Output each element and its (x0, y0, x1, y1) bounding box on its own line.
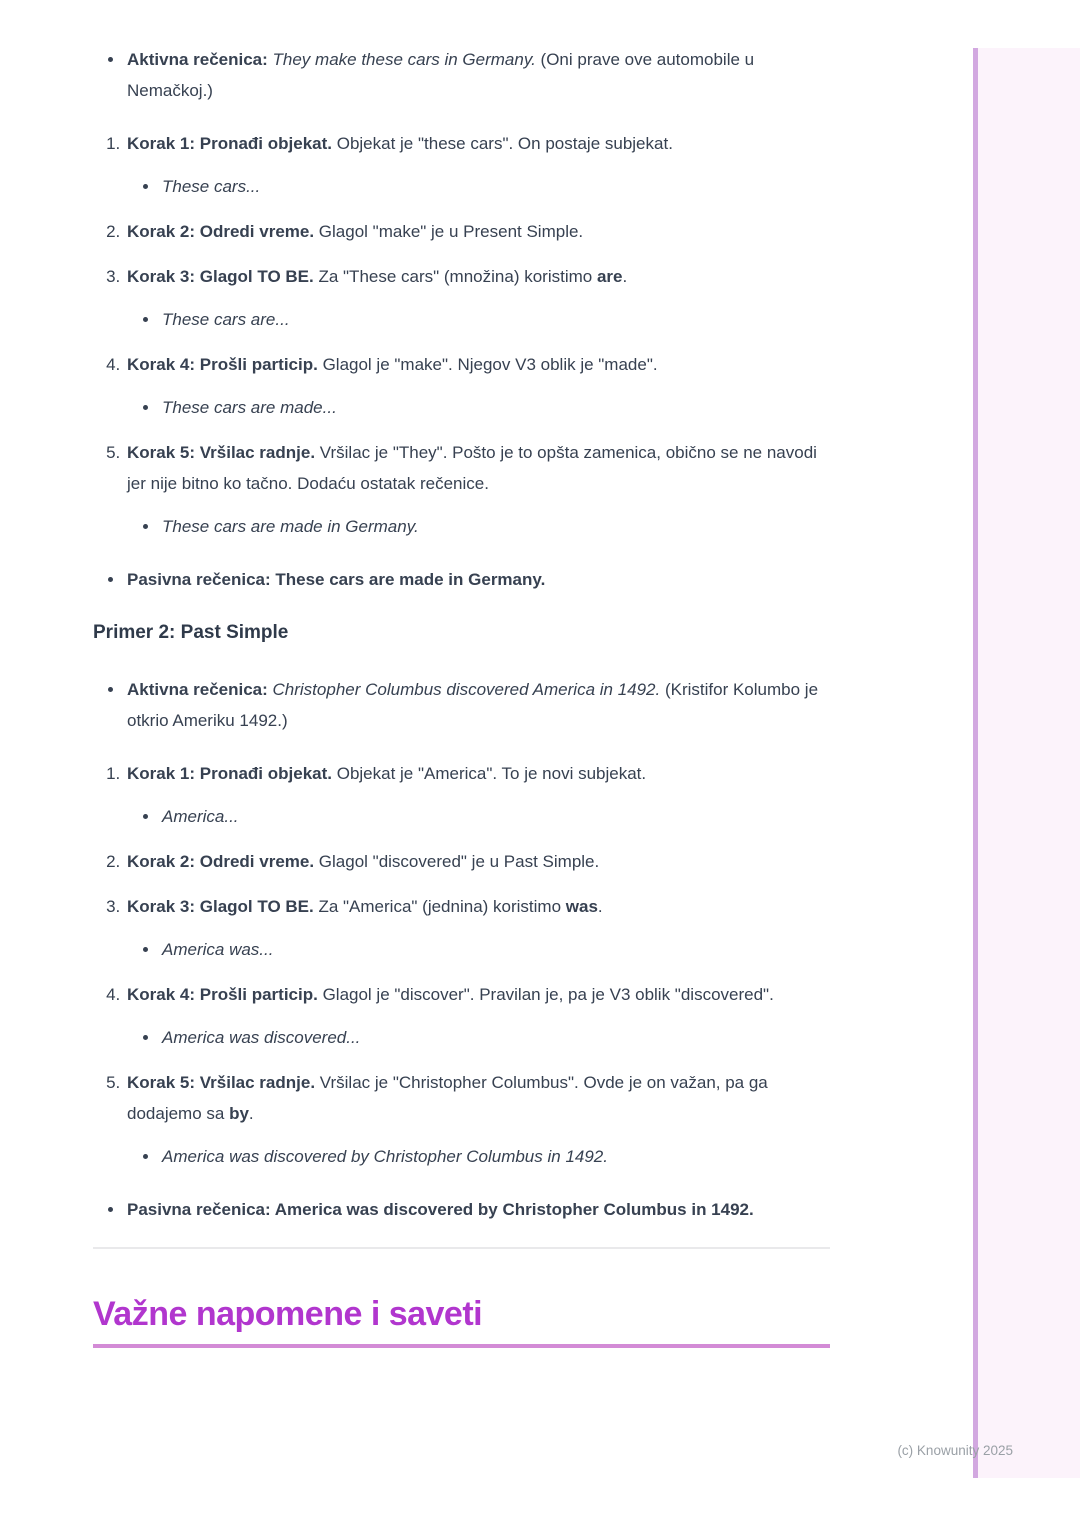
text-segment: Za "America" (jednina) koristimo (313, 897, 566, 916)
content-blocks (93, 44, 830, 1348)
example-item (160, 1022, 830, 1053)
list-item (125, 1194, 830, 1225)
text-segment: Za "These cars" (množina) koristimo (313, 267, 597, 286)
text-segment: Objekat je "America". To je novi subjekat. (332, 764, 647, 783)
section-heading: Važne napomene i saveti (93, 1299, 830, 1348)
text-segment: Glagol "make" je u Present Simple. (314, 222, 584, 241)
example-sublist (127, 304, 830, 335)
text-segment: Pasivna rečenica: These cars are made in Germany. (127, 570, 546, 589)
text-segment: Korak 4: Prošli particip. (127, 355, 318, 374)
step-item (125, 128, 830, 202)
subsection-heading: Primer 2: Past Simple (93, 622, 289, 643)
text-segment: These cars... (162, 177, 261, 196)
step-item (125, 437, 830, 542)
text-segment: Glagol "discovered" je u Past Simple. (314, 852, 600, 871)
text-segment: Aktivna rečenica: (127, 680, 273, 699)
text-segment: Glagol je "make". Njegov V3 oblik je "made". (317, 355, 658, 374)
list-item (125, 674, 830, 736)
steps-list (93, 128, 830, 542)
step-item (125, 261, 830, 335)
text-segment: These cars are made in Germany. (162, 517, 419, 536)
step-item (125, 758, 830, 832)
step-item (125, 1067, 830, 1172)
text-segment: Korak 5: Vršilac radnje. (127, 443, 316, 462)
text-segment: Vršilac je "Christopher Columbus". Ovde je on važan, pa ga dodajemo sa (127, 1073, 768, 1123)
example-sublist (127, 511, 830, 542)
example-sublist (127, 801, 830, 832)
section-divider (93, 1247, 830, 1249)
text-segment: Korak 4: Prošli particip. (127, 985, 318, 1004)
example-item (160, 511, 830, 542)
example-item (160, 392, 830, 423)
example-sublist (127, 392, 830, 423)
list-item (125, 564, 830, 595)
example-sublist (127, 1141, 830, 1172)
text-segment: Korak 3: Glagol TO BE. (127, 897, 314, 916)
text-segment: America was... (162, 940, 274, 959)
step-item (125, 349, 830, 423)
text-segment: America was discovered... (162, 1028, 361, 1047)
text-segment: Glagol je "discover". Pravilan je, pa je V3 oblik "discovered". (317, 985, 774, 1004)
example-item (160, 1141, 830, 1172)
example-sublist (127, 171, 830, 202)
copyright-footer: (c) Knowunity 2025 (897, 1443, 1013, 1458)
step-item (125, 979, 830, 1053)
bullet-list (93, 674, 830, 736)
text-segment: Vršilac je "They". Pošto je to opšta zamenica, obično se ne navodi jer nije bitno ko tačno. Dodaću ostatak rečenice. (127, 443, 817, 493)
text-segment: . (248, 1104, 254, 1123)
text-segment: Korak 5: Vršilac radnje. (127, 1073, 316, 1092)
page-margin-band (978, 48, 1080, 1478)
text-segment: are (596, 267, 623, 286)
text-segment: Korak 1: Pronađi objekat. (127, 134, 332, 153)
step-item (125, 216, 830, 247)
text-segment: These cars are made... (162, 398, 337, 417)
text-segment: . (622, 267, 628, 286)
example-item (160, 801, 830, 832)
text-segment: Korak 2: Odredi vreme. (127, 852, 315, 871)
list-item (125, 44, 830, 106)
document-content (93, 0, 830, 1348)
text-segment: Aktivna rečenica: (127, 50, 273, 69)
text-segment: . (597, 897, 603, 916)
text-segment: America... (162, 807, 239, 826)
example-sublist (127, 934, 830, 965)
example-item (160, 304, 830, 335)
step-item (125, 846, 830, 877)
bullet-list (93, 564, 830, 595)
text-segment: They make these cars in Germany. (272, 50, 536, 69)
bullet-list (93, 44, 830, 106)
text-segment: (Oni prave ove automobile u Nemačkoj.) (127, 50, 755, 100)
example-item (160, 934, 830, 965)
text-segment: (Kristifor Kolumbo je otkrio Ameriku 1492.) (127, 680, 819, 730)
text-segment: Korak 2: Odredi vreme. (127, 222, 315, 241)
text-segment: Korak 1: Pronađi objekat. (127, 764, 332, 783)
text-segment: Pasivna rečenica: America was discovered by Christopher Columbus in 1492. (127, 1200, 754, 1219)
text-segment: by (229, 1104, 249, 1123)
step-item (125, 891, 830, 965)
text-segment: Christopher Columbus discovered America in 1492. (272, 680, 661, 699)
example-item (160, 171, 830, 202)
text-segment: was (565, 897, 598, 916)
text-segment: Objekat je "these cars". On postaje subjekat. (332, 134, 673, 153)
steps-list (93, 758, 830, 1172)
text-segment: America was discovered by Christopher Columbus in 1492. (162, 1147, 608, 1166)
bullet-list (93, 1194, 830, 1225)
page-margin-line (973, 48, 978, 1478)
text-segment: Korak 3: Glagol TO BE. (127, 267, 314, 286)
example-sublist (127, 1022, 830, 1053)
text-segment: These cars are... (162, 310, 290, 329)
